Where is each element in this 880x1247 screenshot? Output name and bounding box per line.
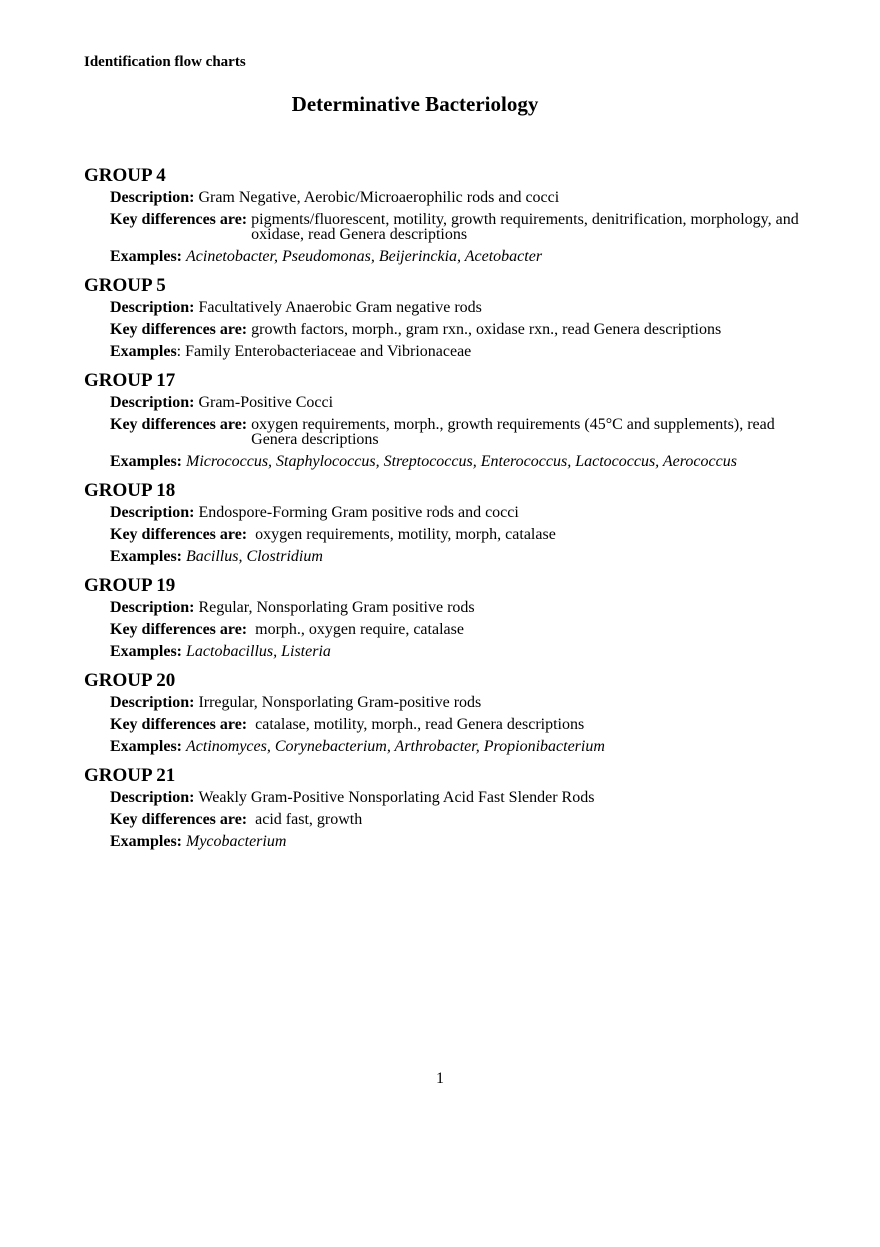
key-differences-label: Key differences are: [110, 621, 252, 638]
examples-row [110, 249, 824, 264]
key-differences-row [110, 812, 824, 827]
description-label: Description: [110, 299, 199, 316]
examples-value: : Family Enterobacteriaceae and Vibrionaceae [176, 343, 472, 360]
group-section [84, 164, 824, 264]
examples-row [110, 834, 824, 849]
description-value: Endospore-Forming Gram positive rods and cocci [198, 504, 519, 521]
examples-value: Acinetobacter, Pseudomonas, Beijerinckia, Acetobacter [186, 248, 543, 265]
examples-label: Examples: [110, 833, 186, 850]
description-row [110, 190, 824, 205]
examples-value: Lactobacillus, Listeria [186, 643, 331, 660]
key-differences-label: Key differences are: [110, 716, 252, 733]
key-differences-label: Key differences are: [110, 811, 252, 828]
description-row [110, 790, 824, 805]
group-title: GROUP 17 [84, 370, 176, 391]
group-title: GROUP 21 [84, 765, 176, 786]
description-value: Weakly Gram-Positive Nonsporlating Acid Fast Slender Rods [198, 789, 595, 806]
examples-label: Examples: [110, 248, 186, 265]
group-title: GROUP 20 [84, 670, 176, 691]
description-label: Description: [110, 599, 199, 616]
description-value: Facultatively Anaerobic Gram negative rods [198, 299, 482, 316]
description-row [110, 395, 824, 410]
examples-row [110, 739, 824, 754]
group-section [84, 479, 824, 564]
examples-value: Actinomyces, Corynebacterium, Arthrobacter, Propionibacterium [186, 738, 605, 755]
group-section [84, 574, 824, 659]
header-label: Identification flow charts [84, 54, 246, 70]
key-differences-value: catalase, motility, morph., read Genera descriptions [251, 716, 585, 733]
group-title: GROUP 4 [84, 165, 166, 186]
description-label: Description: [110, 394, 199, 411]
examples-value: Micrococcus, Staphylococcus, Streptococcus, Enterococcus, Lactococcus, Aerococcus [186, 453, 737, 470]
key-differences-value: pigments/fluorescent, motility, growth requirements, denitrification, morphology, and oxidase, read Genera descriptions [251, 211, 803, 243]
examples-row [110, 454, 824, 469]
key-differences-row [110, 212, 824, 242]
key-differences-row [110, 322, 824, 337]
examples-row [110, 344, 824, 359]
description-label: Description: [110, 189, 199, 206]
group-title: GROUP 19 [84, 575, 176, 596]
key-differences-label: Key differences are: [110, 526, 252, 543]
page-number: 1 [436, 1070, 444, 1087]
examples-value: Bacillus, Clostridium [186, 548, 323, 565]
page-title: Determinative Bacteriology [291, 92, 539, 116]
key-differences-label: Key differences are: [110, 416, 252, 433]
group-section [84, 274, 824, 359]
description-value: Regular, Nonsporlating Gram positive rods [198, 599, 475, 616]
key-differences-row [110, 622, 824, 637]
key-differences-row [110, 717, 824, 732]
description-label: Description: [110, 504, 199, 521]
description-label: Description: [110, 789, 199, 806]
key-differences-value: acid fast, growth [251, 811, 363, 828]
key-differences-value: growth factors, morph., gram rxn., oxidase rxn., read Genera descriptions [251, 321, 722, 338]
examples-label: Examples [110, 343, 177, 360]
key-differences-value: oxygen requirements, morph., growth requirements (45°C and supplements), read Genera descriptions [251, 416, 779, 448]
description-value: Irregular, Nonsporlating Gram-positive rods [198, 694, 482, 711]
examples-label: Examples: [110, 548, 186, 565]
group-section [84, 764, 824, 849]
examples-label: Examples: [110, 453, 186, 470]
group-title: GROUP 5 [84, 275, 166, 296]
key-differences-row [110, 417, 824, 447]
description-row [110, 300, 824, 315]
examples-row [110, 644, 824, 659]
examples-value: Mycobacterium [186, 833, 287, 850]
group-section [84, 369, 824, 469]
key-differences-label: Key differences are: [110, 211, 252, 228]
group-section [84, 669, 824, 754]
description-value: Gram-Positive Cocci [198, 394, 334, 411]
key-differences-value: oxygen requirements, motility, morph, catalase [251, 526, 556, 543]
key-differences-label: Key differences are: [110, 321, 252, 338]
key-differences-row [110, 527, 824, 542]
description-label: Description: [110, 694, 199, 711]
group-title: GROUP 18 [84, 480, 176, 501]
key-differences-value: morph., oxygen require, catalase [251, 621, 464, 638]
examples-label: Examples: [110, 643, 186, 660]
description-row [110, 600, 824, 615]
description-row [110, 505, 824, 520]
group-list [84, 164, 824, 859]
description-value: Gram Negative, Aerobic/Microaerophilic rods and cocci [198, 189, 560, 206]
description-row [110, 695, 824, 710]
examples-label: Examples: [110, 738, 186, 755]
examples-row [110, 549, 824, 564]
